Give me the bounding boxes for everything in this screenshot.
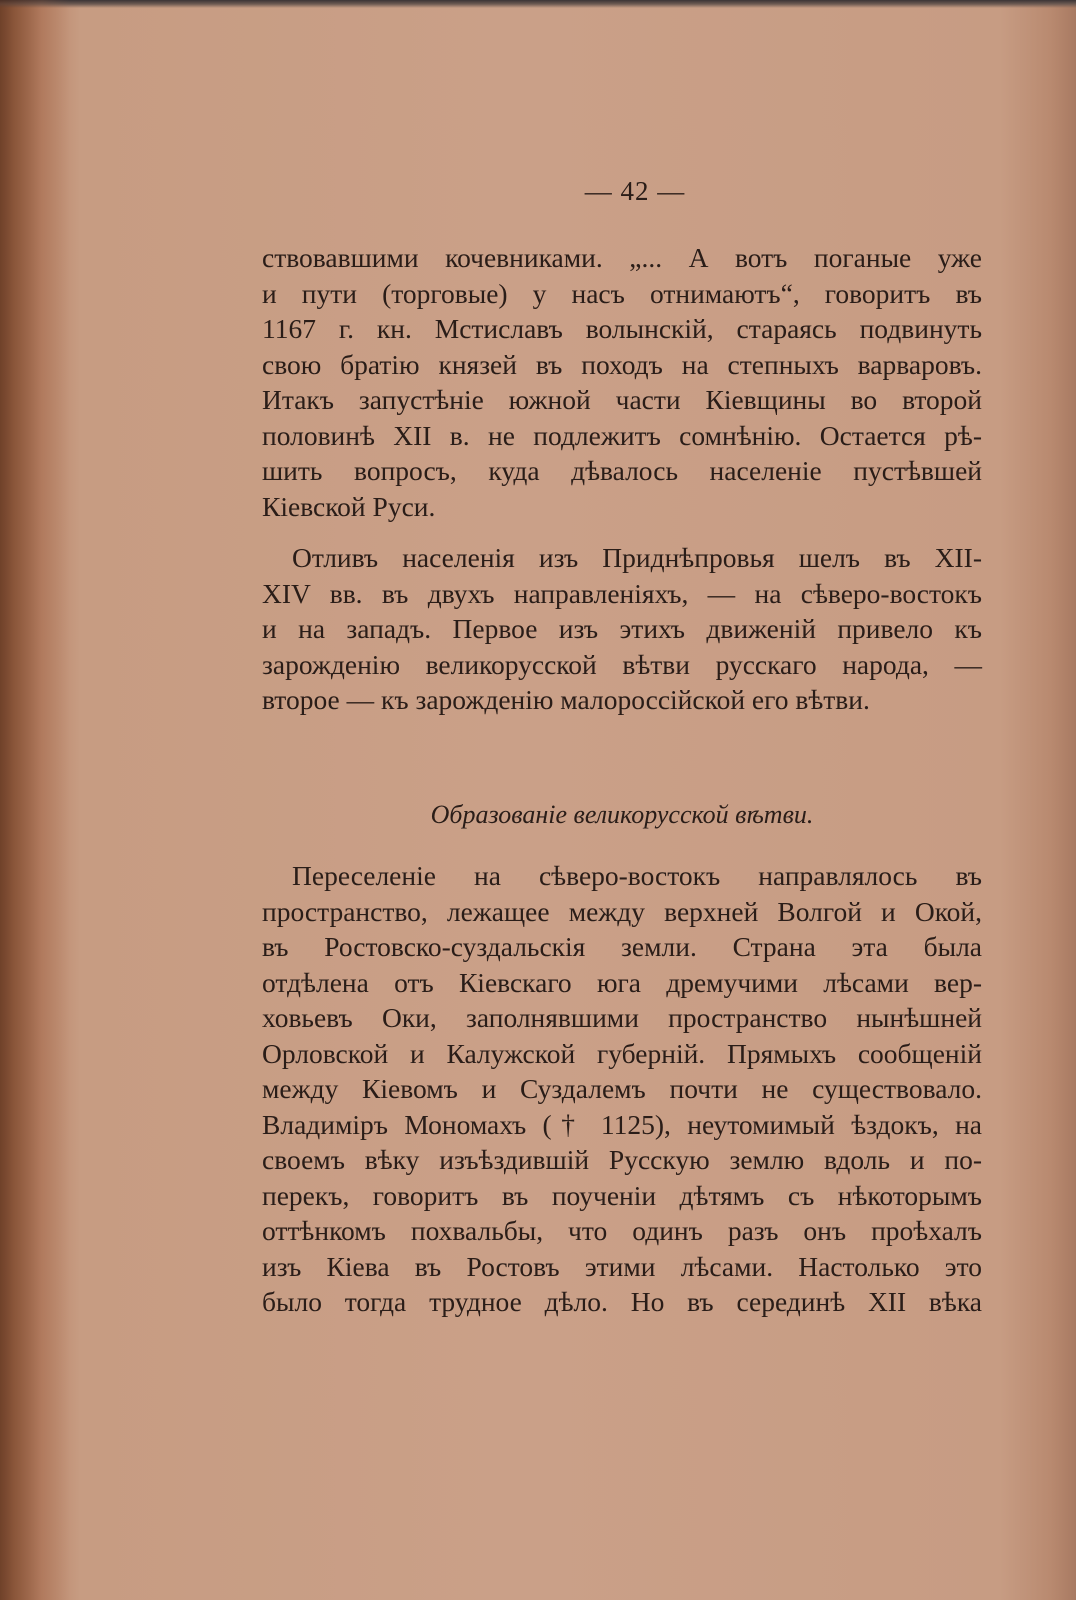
text-line: и на западъ. Первое изъ этихъ движеній привело къ xyxy=(262,613,982,644)
text-line: 1167 г. кн. Мстиславъ волынскій, стараясь подвинуть xyxy=(262,313,982,344)
paragraph-2 xyxy=(262,540,982,718)
text-line: отдѣлена отъ Кіевскаго юга дремучими лѣсами вер- xyxy=(262,966,982,998)
text-line: Итакъ запустѣніе южной части Кіевщины во второй xyxy=(262,384,982,415)
text-line: второе — къ зарожденію малороссійской его вѣтви. xyxy=(262,684,870,715)
book-spine-shadow xyxy=(0,0,70,1600)
text-line: Переселеніе на сѣверо-востокъ направлялось въ xyxy=(292,860,982,891)
section-heading: Образованіе великорусской вѣтви. xyxy=(430,800,814,829)
text-line: перекъ, говоритъ въ поученіи дѣтямъ съ нѣкоторымъ xyxy=(262,1179,982,1211)
text-line: Владиміръ Мономахъ († 1125), неутомимый ѣздокъ, на xyxy=(262,1108,982,1140)
text-line: ствовавшими кочевниками. „... А вотъ поганые уже xyxy=(262,242,982,273)
paragraph-1 xyxy=(262,240,982,524)
text-line: изъ Кіева въ Ростовъ этими лѣсами. Настолько это xyxy=(262,1250,982,1282)
text-line: Отливъ населенія изъ Приднѣпровья шелъ въ XII- xyxy=(292,542,982,573)
text-line: Кіевской Руси. xyxy=(262,490,436,522)
text-line: между Кіевомъ и Суздалемъ почти не существовало. xyxy=(262,1073,982,1104)
text-line: и пути (торговые) у насъ отнимаютъ“, говоритъ въ xyxy=(262,277,982,309)
text-line: своемъ вѣку изъѣздившій Русскую землю вдоль и по- xyxy=(262,1144,982,1175)
text-line: половинѣ XII в. не подлежитъ сомнѣнію. Остается рѣ- xyxy=(262,419,982,451)
text-line: пространство, лежащее между верхней Волгой и Окой, xyxy=(262,895,982,927)
text-line: XIV вв. въ двухъ направленіяхъ, — на сѣверо-востокъ xyxy=(262,577,982,609)
page-number: — 42 — xyxy=(584,176,686,206)
paragraph-3 xyxy=(262,858,982,1320)
text-line: оттѣнкомъ похвальбы, что одинъ разъ онъ проѣхалъ xyxy=(262,1215,982,1246)
text-line: свою братію князей въ походъ на степныхъ варваровъ. xyxy=(262,348,982,380)
text-line: Орловской и Калужской губерній. Прямыхъ сообщеній xyxy=(262,1037,982,1069)
text-line: ховьевъ Оки, заполнявшими пространство нынѣшней xyxy=(262,1002,982,1033)
text-line: въ Ростовско-суздальскія земли. Страна эта была xyxy=(262,931,982,962)
text-line: зарожденію великорусской вѣтви русскаго народа, — xyxy=(262,648,982,680)
text-line: шить вопросъ, куда дѣвалось населеніе пустѣвшей xyxy=(262,455,982,486)
text-line: было тогда трудное дѣло. Но въ серединѣ XII вѣка xyxy=(262,1286,982,1317)
